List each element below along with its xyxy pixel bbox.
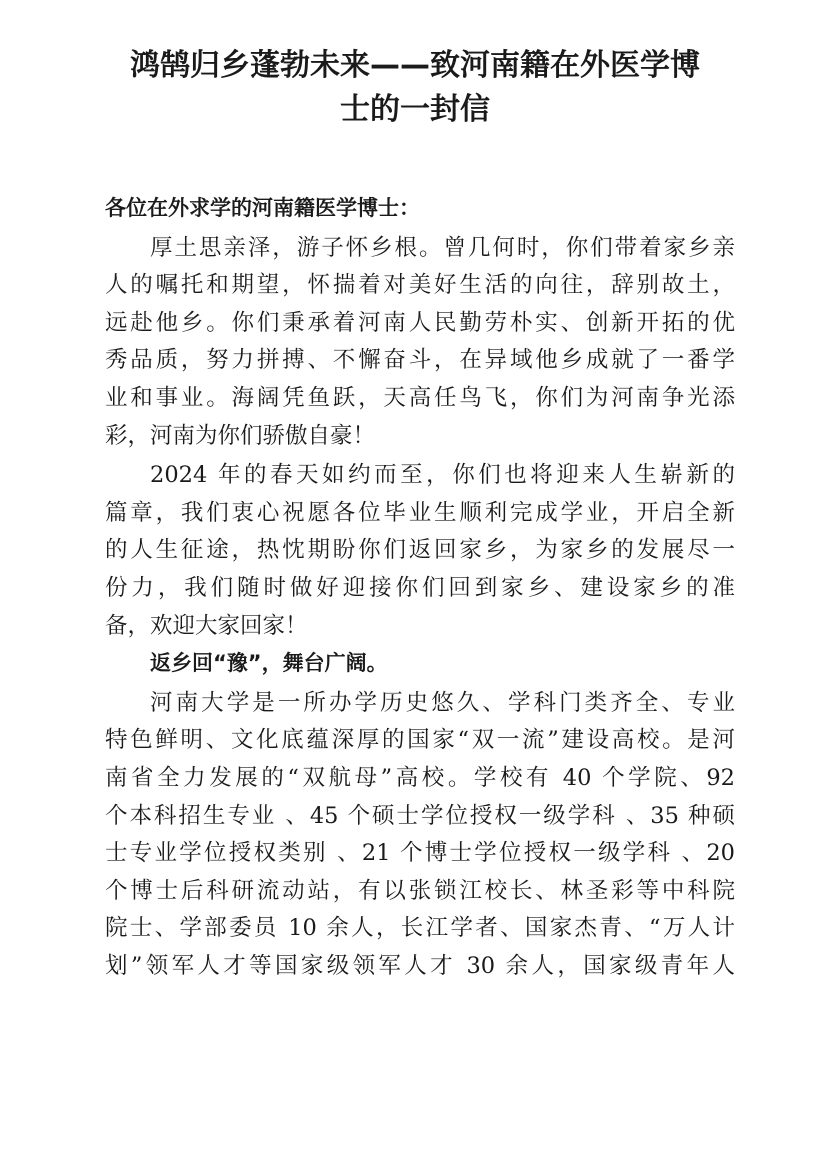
paragraph-line: 人的嘱托和期望，怀揣着对美好生活的向往，辞别故土， (105, 272, 735, 299)
paragraph-2 (105, 457, 735, 645)
paragraph-line: 士专业学位授权类别 、21 个博士学位授权一级学科 、20 (105, 840, 735, 867)
paragraph-line: 南省全力发展的“双航母”高校。学校有 40 个学院、92 (105, 764, 735, 791)
paragraph-1 (105, 230, 735, 456)
paragraph-line: 备，欢迎大家回家！ (105, 612, 308, 639)
paragraph-line: 的人生征途，热忱期盼你们返回家乡，为家乡的发展尽一 (105, 537, 735, 564)
title-line-2: 士的一封信 (340, 92, 490, 127)
paragraph-line: 秀品质，努力拼搏、不懈奋斗，在异域他乡成就了一番学 (105, 347, 735, 374)
paragraph-line: 2024 年的春天如约而至，你们也将迎来人生崭新的 (150, 462, 735, 489)
paragraph-line: 篇章，我们衷心祝愿各位毕业生顺利完成学业，开启全新 (105, 499, 735, 526)
letter-body (105, 190, 735, 985)
paragraph-line: 份力，我们随时做好迎接你们回到家乡、建设家乡的准 (105, 574, 735, 601)
paragraph-line: 远赴他乡。你们秉承着河南人民勤劳朴实、创新开拓的优 (105, 309, 735, 336)
paragraph-line: 河南大学是一所办学历史悠久、学科门类齐全、专业 (150, 689, 735, 716)
paragraph-line: 个本科招生专业 、45 个硕士学位授权一级学科 、35 种硕 (105, 802, 735, 829)
paragraph-line: 业和事业。海阔凭鱼跃，天高任鸟飞，你们为河南争光添 (105, 384, 735, 411)
section-subheading: 返乡回“豫”，舞台广阔。 (150, 651, 388, 676)
paragraph-3 (105, 685, 735, 986)
letter-title (40, 44, 790, 132)
paragraph-line: 划”领军人才等国家级领军人才 30 余人，国家级青年人 (105, 952, 735, 979)
paragraph-line: 特色鲜明、文化底蕴深厚的国家“双一流”建设高校。是河 (105, 727, 735, 754)
title-line-1: 鸿鹄归乡蓬勃未来——致河南籍在外医学博 (130, 48, 700, 83)
salutation: 各位在外求学的河南籍医学博士： (105, 196, 420, 220)
paragraph-line: 个博士后科研流动站，有以张锁江校长、林圣彩等中科院 (105, 877, 735, 904)
paragraph-line: 彩，河南为你们骄傲自豪！ (105, 422, 376, 449)
paragraph-line: 院士、学部委员 10 余人，长江学者、国家杰青、“万人计 (105, 915, 735, 942)
paragraph-line: 厚土思亲泽，游子怀乡根。曾几何时，你们带着家乡亲 (150, 234, 735, 261)
